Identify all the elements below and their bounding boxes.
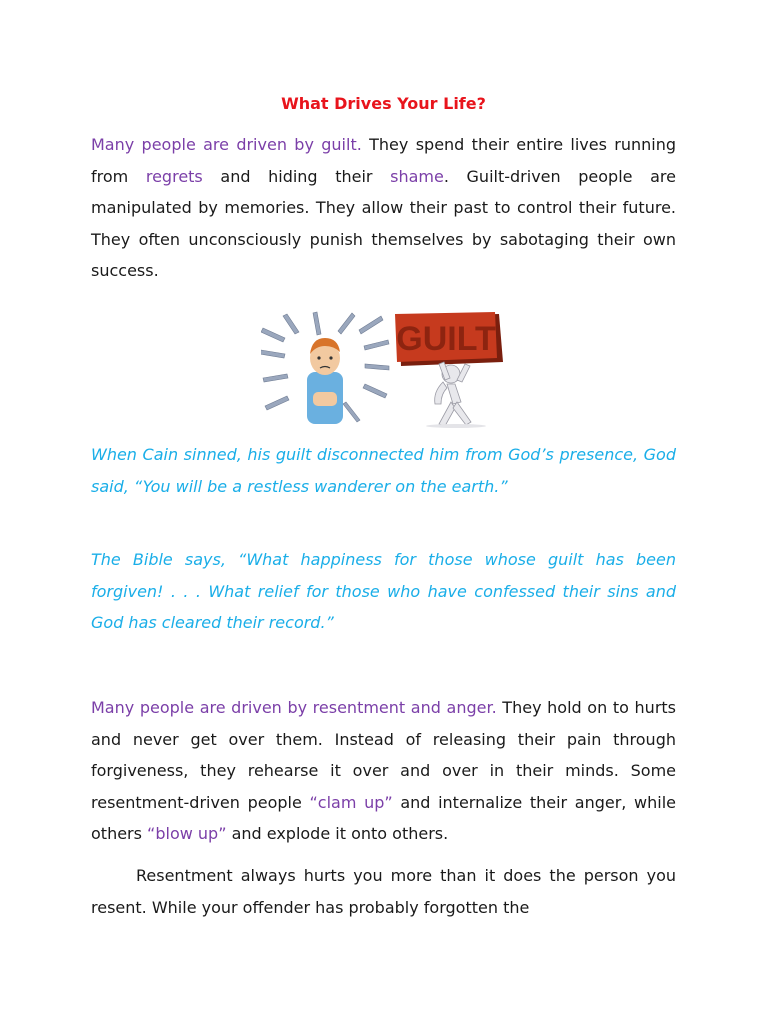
highlight-blow-up: “blow up” [147, 824, 227, 843]
guilt-illustration-svg [261, 310, 507, 428]
text: and hiding their [202, 166, 391, 186]
text: and explode it onto others. [226, 824, 449, 843]
highlight-regrets: regrets [145, 166, 203, 186]
stick-figure-icon [435, 362, 471, 426]
paragraph-resentment-hurts: Resentment always hurts you more than it does the person you resent. While your offender has probably forgotten the [91, 866, 676, 917]
text: They hold on to hurts and never get over them. Instead of releasing their pain through forgiveness, they rehearse it over and over in their minds. Some resentment-driven people [91, 698, 677, 812]
person-icon [307, 338, 343, 424]
highlight-shame: shame [390, 166, 444, 186]
paragraph-resentment [91, 692, 676, 850]
page-title: What Drives Your Life? [281, 94, 486, 113]
text: . Guilt-driven people are manipulated by memories. They allow their past to control their future. They often unconsciously punish themselves by sabotaging their own success. [91, 166, 676, 280]
highlight-resentment: Many people are driven by resentment and anger. [91, 698, 497, 717]
highlight-guilt: Many people are driven by guilt. [91, 135, 362, 154]
guilt-block-icon [395, 312, 503, 366]
guilt-illustration [261, 310, 507, 428]
paragraph-cain-quote: When Cain sinned, his guilt disconnected him from God’s presence, God said, “You will be a restless wanderer on the earth.” [91, 445, 676, 496]
highlight-clam-up: “clam up” [309, 792, 393, 812]
paragraph-guilt [91, 129, 676, 287]
text: and internalize their anger, while others [91, 792, 676, 843]
paragraph-bible-quote: The Bible says, “What happiness for those whose guilt has been forgiven! . . . What relief for those who have confessed their sins and God has cleared their record.” [91, 550, 676, 632]
text: They spend their entire lives running from [91, 135, 677, 186]
guilt-word: GUILT [396, 320, 496, 358]
